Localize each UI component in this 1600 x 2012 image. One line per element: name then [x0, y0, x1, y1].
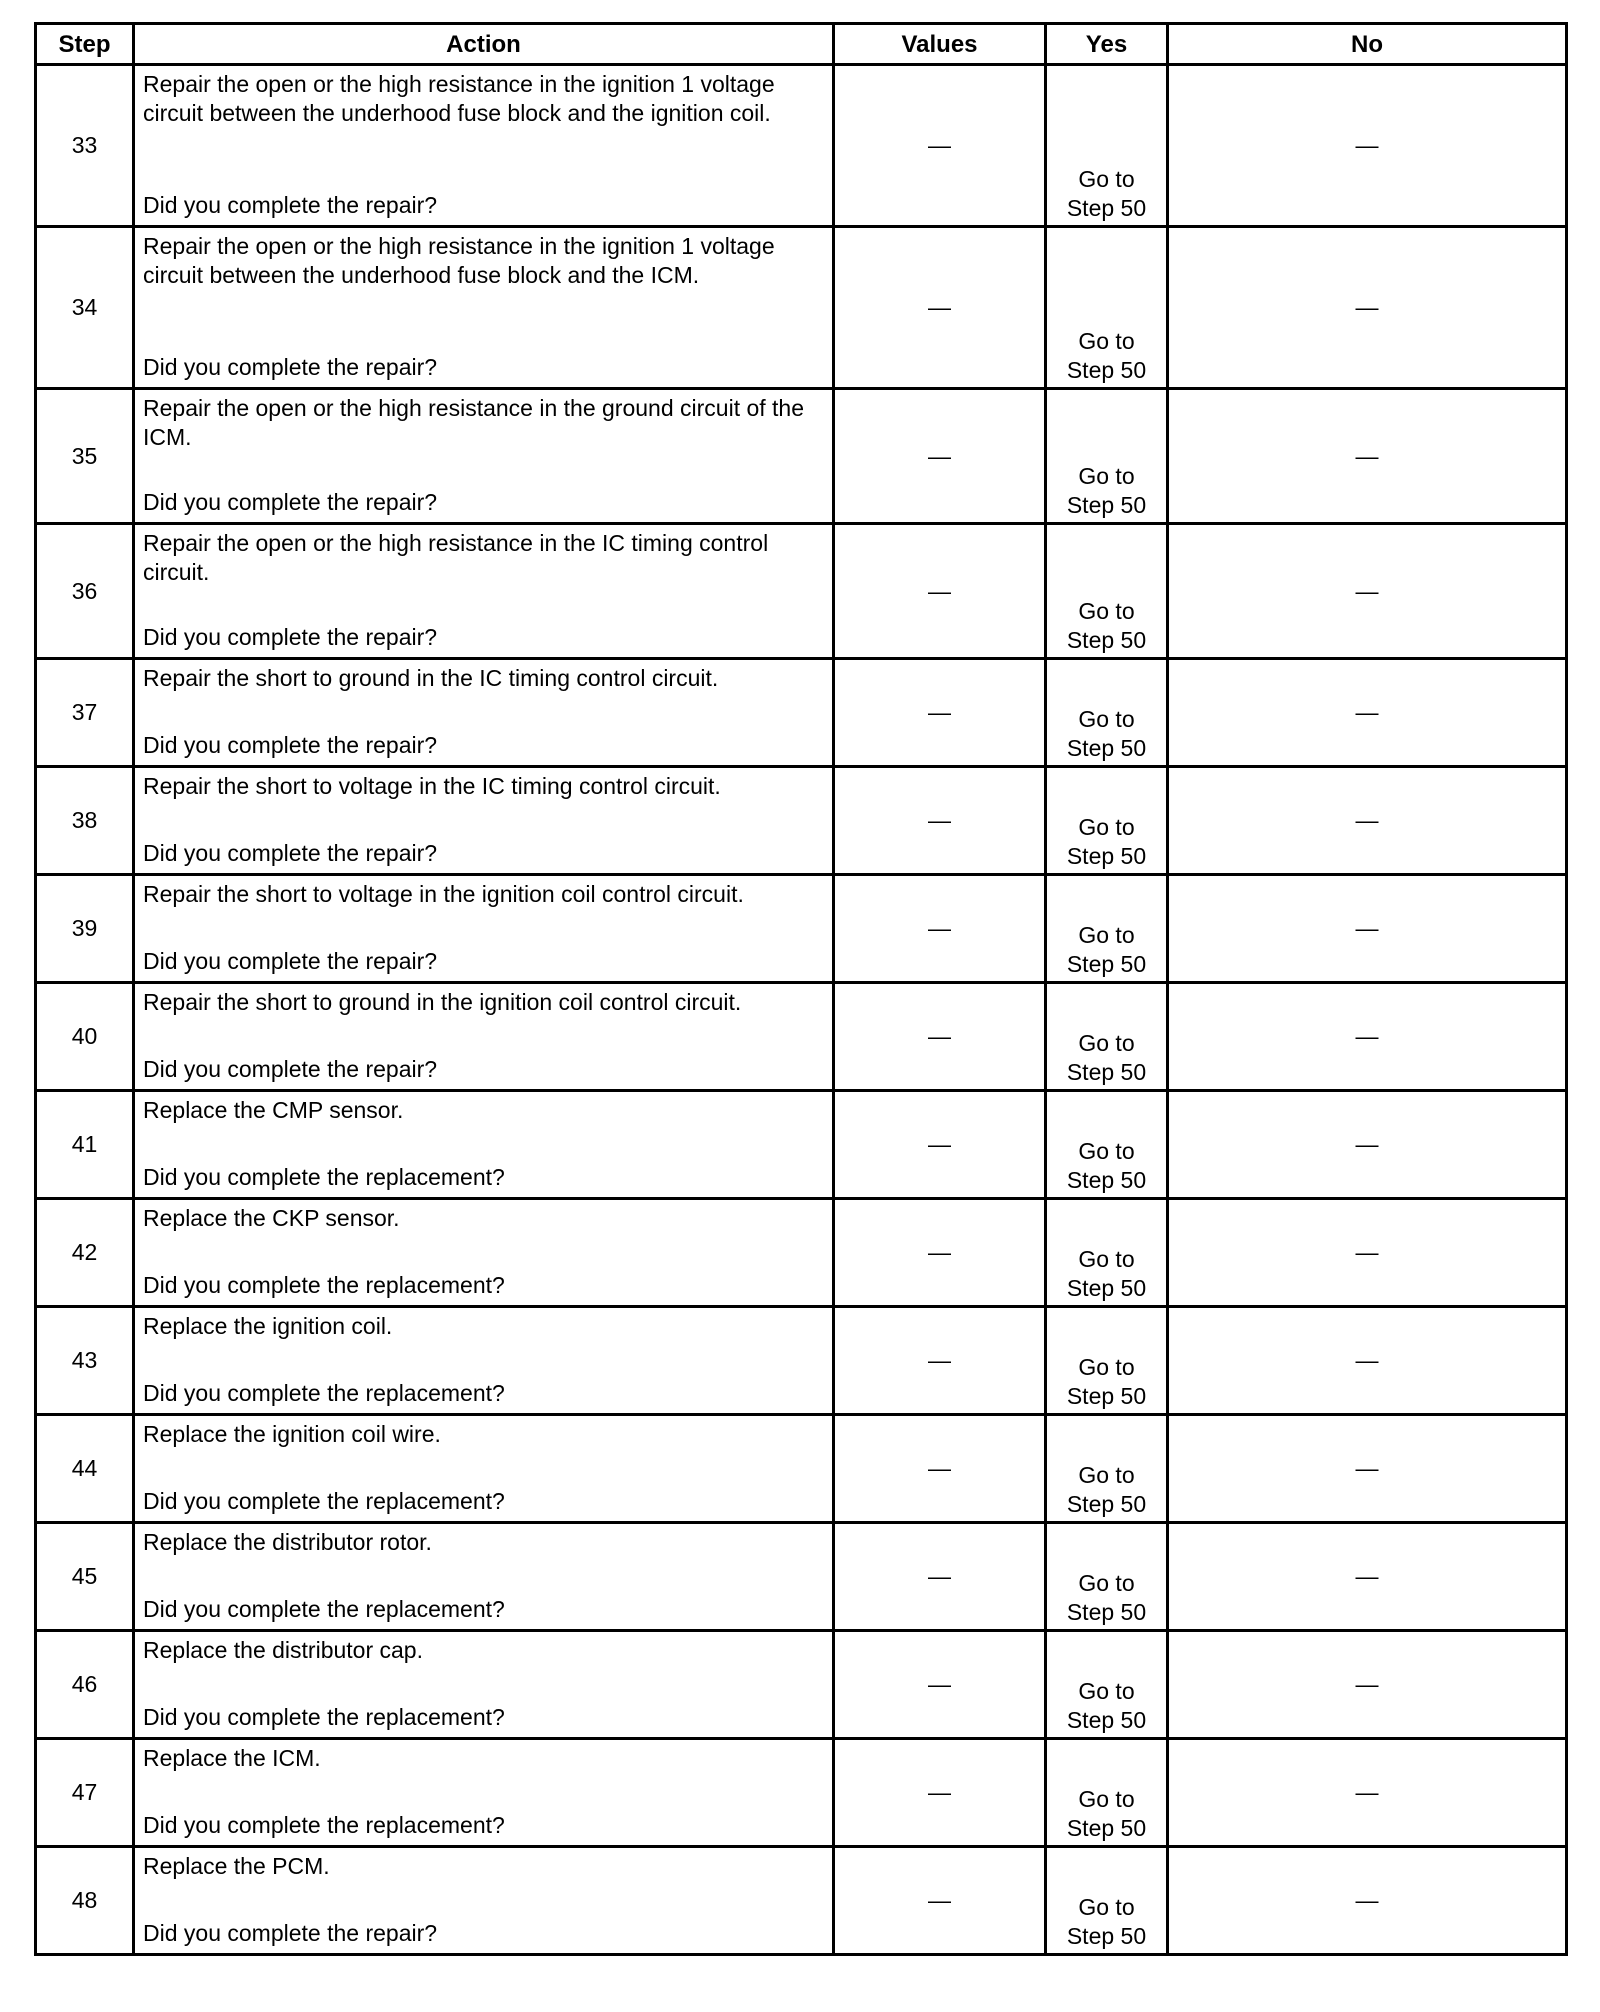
yes-cell [1046, 1307, 1168, 1415]
action-question: Did you complete the repair? [143, 1920, 438, 1946]
step-number [36, 1415, 134, 1523]
action-text: Repair the open or the high resistance in the IC timing control circuit. [143, 530, 769, 585]
values-dash: — [928, 699, 951, 725]
table-row [36, 524, 1567, 659]
values-dash: — [928, 1455, 951, 1481]
yes-cell [1046, 1091, 1168, 1199]
table-row [36, 659, 1567, 767]
no-cell [1168, 1091, 1567, 1199]
yes-cell [1046, 1415, 1168, 1523]
no-cell [1168, 659, 1567, 767]
no-cell [1168, 1523, 1567, 1631]
values-cell [834, 983, 1046, 1091]
values-cell [834, 1523, 1046, 1631]
table-row [36, 983, 1567, 1091]
values-dash: — [928, 442, 951, 469]
yes-goto-text: Go to [1078, 1138, 1135, 1164]
step-number [36, 389, 134, 524]
step-number-text: 47 [71, 1779, 98, 1805]
values-dash: — [928, 1563, 951, 1589]
step-number-text: 34 [71, 294, 98, 320]
yes-step-link[interactable]: Step 50 [1066, 843, 1147, 869]
no-dash: — [1355, 577, 1379, 604]
no-dash: — [1355, 1563, 1379, 1589]
step-number [36, 1307, 134, 1415]
no-cell [1168, 389, 1567, 524]
no-cell [1168, 1739, 1567, 1847]
values-cell [834, 1847, 1046, 1955]
values-cell [834, 1631, 1046, 1739]
no-cell [1168, 227, 1567, 389]
values-cell [834, 767, 1046, 875]
no-cell [1168, 1307, 1567, 1415]
yes-step-link[interactable]: Step 50 [1066, 1923, 1147, 1949]
action-question: Did you complete the repair? [143, 948, 438, 974]
header-no: No [1168, 24, 1567, 65]
table-row [36, 1631, 1567, 1739]
table-row [36, 1307, 1567, 1415]
yes-goto-text: Go to [1078, 1894, 1135, 1920]
step-number [36, 227, 134, 389]
action-cell [134, 65, 834, 227]
action-question: Did you complete the repair? [143, 840, 438, 866]
step-number-text: 45 [71, 1563, 98, 1589]
yes-goto-text: Go to [1078, 1030, 1135, 1056]
yes-goto-text: Go to [1078, 1246, 1135, 1272]
yes-goto-text: Go to [1078, 328, 1135, 354]
step-number [36, 1631, 134, 1739]
yes-goto-text: Go to [1078, 706, 1135, 732]
action-text: Repair the short to ground in the IC timing control circuit. [143, 665, 719, 691]
table-row [36, 65, 1567, 227]
yes-cell [1046, 227, 1168, 389]
header-values: Values [834, 24, 1046, 65]
action-cell [134, 983, 834, 1091]
action-text: Repair the short to voltage in the IC timing control circuit. [143, 773, 721, 799]
header-yes: Yes [1046, 24, 1168, 65]
values-cell [834, 1739, 1046, 1847]
yes-cell [1046, 1523, 1168, 1631]
action-question: Did you complete the repair? [143, 489, 438, 515]
step-number [36, 875, 134, 983]
step-number [36, 767, 134, 875]
yes-goto-text: Go to [1078, 166, 1135, 192]
action-question: Did you complete the repair? [143, 354, 438, 380]
table-row [36, 1847, 1567, 1955]
action-cell [134, 1415, 834, 1523]
step-number [36, 1523, 134, 1631]
action-cell [134, 1847, 834, 1955]
no-cell [1168, 875, 1567, 983]
values-cell [834, 1091, 1046, 1199]
action-question: Did you complete the replacement? [143, 1164, 505, 1190]
values-dash: — [928, 1779, 951, 1805]
yes-cell [1046, 875, 1168, 983]
step-number [36, 1847, 134, 1955]
yes-step-link[interactable]: Step 50 [1066, 1275, 1147, 1301]
action-text: Replace the distributor rotor. [143, 1529, 432, 1555]
yes-cell [1046, 65, 1168, 227]
action-cell [134, 524, 834, 659]
yes-step-link[interactable]: Step 50 [1066, 1599, 1147, 1625]
yes-step-link[interactable]: Step 50 [1066, 1815, 1147, 1841]
yes-step-link[interactable]: Step 50 [1066, 1707, 1147, 1733]
step-number-text: 35 [71, 442, 98, 469]
step-number-text: 38 [71, 807, 98, 833]
no-dash: — [1355, 915, 1379, 941]
action-question: Did you complete the replacement? [143, 1380, 505, 1406]
action-cell [134, 1523, 834, 1631]
values-cell [834, 389, 1046, 524]
table-row [36, 389, 1567, 524]
yes-cell [1046, 1199, 1168, 1307]
yes-goto-text: Go to [1078, 463, 1135, 489]
yes-goto-text: Go to [1078, 1678, 1135, 1704]
step-number-text: 43 [71, 1347, 98, 1373]
action-text: Replace the PCM. [143, 1853, 330, 1879]
yes-step-link[interactable]: Step 50 [1066, 1491, 1147, 1517]
table-header-row [36, 24, 1567, 65]
values-cell [834, 65, 1046, 227]
no-cell [1168, 767, 1567, 875]
yes-goto-text: Go to [1078, 1354, 1135, 1380]
table-row [36, 767, 1567, 875]
table-row [36, 1739, 1567, 1847]
values-dash: — [928, 1131, 951, 1157]
action-text: Replace the ignition coil. [143, 1313, 393, 1339]
action-cell [134, 389, 834, 524]
header-action: Action [134, 24, 834, 65]
values-cell [834, 659, 1046, 767]
no-dash: — [1355, 1347, 1379, 1373]
values-dash: — [928, 1023, 951, 1049]
yes-step-link[interactable]: Step 50 [1066, 1167, 1147, 1193]
yes-goto-text: Go to [1078, 922, 1135, 948]
values-dash: — [928, 1347, 951, 1373]
table-row [36, 227, 1567, 389]
values-cell [834, 524, 1046, 659]
values-cell [834, 1199, 1046, 1307]
values-dash: — [928, 1671, 951, 1697]
diagnostic-table-sheet [34, 22, 1568, 1956]
step-number-text: 37 [71, 699, 98, 725]
values-dash: — [928, 1887, 951, 1913]
yes-cell [1046, 1847, 1168, 1955]
yes-goto-text: Go to [1078, 814, 1135, 840]
yes-cell [1046, 1739, 1168, 1847]
action-text: Repair the open or the high resistance in the ground circuit of the ICM. [143, 395, 805, 450]
values-dash: — [928, 807, 951, 833]
action-question: Did you complete the replacement? [143, 1596, 505, 1622]
no-dash: — [1355, 1887, 1379, 1913]
action-question: Did you complete the repair? [143, 1056, 438, 1082]
action-cell [134, 659, 834, 767]
values-dash: — [928, 915, 951, 941]
action-text: Repair the short to voltage in the ignition coil control circuit. [143, 881, 744, 907]
step-number [36, 524, 134, 659]
step-number-text: 42 [71, 1239, 98, 1265]
action-question: Did you complete the replacement? [143, 1812, 505, 1838]
no-cell [1168, 65, 1567, 227]
step-number-text: 41 [71, 1131, 98, 1157]
values-cell [834, 875, 1046, 983]
no-dash: — [1355, 699, 1379, 725]
values-cell [834, 1415, 1046, 1523]
step-number-text: 36 [71, 577, 98, 604]
table-row [36, 1199, 1567, 1307]
yes-goto-text: Go to [1078, 1570, 1135, 1596]
yes-cell [1046, 389, 1168, 524]
no-dash: — [1355, 442, 1379, 469]
yes-cell [1046, 659, 1168, 767]
table-row [36, 1091, 1567, 1199]
values-dash: — [928, 294, 951, 320]
no-dash: — [1355, 1671, 1379, 1697]
step-number-text: 46 [71, 1671, 98, 1697]
action-text: Replace the ICM. [143, 1745, 321, 1771]
no-dash: — [1355, 294, 1379, 320]
yes-step-link[interactable]: Step 50 [1066, 627, 1147, 653]
step-number-text: 48 [71, 1887, 98, 1913]
step-number [36, 659, 134, 767]
step-number-text: 39 [71, 915, 98, 941]
yes-step-link[interactable]: Step 50 [1066, 951, 1147, 977]
no-dash: — [1355, 1779, 1379, 1805]
action-text: Repair the open or the high resistance in the ignition 1 voltage circuit between the underhood fuse block and the ignition coil. [143, 71, 775, 126]
action-cell [134, 767, 834, 875]
step-number [36, 1199, 134, 1307]
header-step: Step [36, 24, 134, 65]
no-cell [1168, 524, 1567, 659]
step-number-text: 33 [71, 132, 98, 158]
action-text: Replace the CMP sensor. [143, 1097, 404, 1123]
diagnostic-table [34, 22, 1568, 1956]
action-cell [134, 1739, 834, 1847]
yes-goto-text: Go to [1078, 598, 1135, 624]
yes-step-link[interactable]: Step 50 [1066, 357, 1147, 383]
action-cell [134, 1199, 834, 1307]
yes-cell [1046, 983, 1168, 1091]
yes-step-link[interactable]: Step 50 [1066, 1059, 1147, 1085]
action-cell [134, 1091, 834, 1199]
action-text: Replace the distributor cap. [143, 1637, 423, 1663]
no-dash: — [1355, 1131, 1379, 1157]
action-cell [134, 875, 834, 983]
values-dash: — [928, 1239, 951, 1265]
table-row [36, 1415, 1567, 1523]
yes-step-link[interactable]: Step 50 [1066, 735, 1147, 761]
yes-cell [1046, 1631, 1168, 1739]
values-dash: — [928, 577, 951, 604]
action-cell [134, 1631, 834, 1739]
action-cell [134, 227, 834, 389]
action-text: Replace the CKP sensor. [143, 1205, 400, 1231]
table-body [36, 65, 1567, 1955]
action-question: Did you complete the replacement? [143, 1704, 505, 1730]
step-number [36, 65, 134, 227]
action-text: Repair the short to ground in the ignition coil control circuit. [143, 989, 742, 1015]
yes-step-link[interactable]: Step 50 [1066, 195, 1147, 221]
values-cell [834, 1307, 1046, 1415]
step-number [36, 1739, 134, 1847]
action-text: Replace the ignition coil wire. [143, 1421, 441, 1447]
action-text: Repair the open or the high resistance in the ignition 1 voltage circuit between the underhood fuse block and the ICM. [143, 233, 775, 288]
step-number [36, 1091, 134, 1199]
step-number [36, 983, 134, 1091]
table-row [36, 1523, 1567, 1631]
no-cell [1168, 983, 1567, 1091]
yes-goto-text: Go to [1078, 1462, 1135, 1488]
no-dash: — [1355, 132, 1379, 158]
action-question: Did you complete the repair? [143, 732, 438, 758]
action-cell [134, 1307, 834, 1415]
action-question: Did you complete the replacement? [143, 1272, 505, 1298]
action-question: Did you complete the repair? [143, 192, 438, 218]
no-cell [1168, 1199, 1567, 1307]
no-dash: — [1355, 1455, 1379, 1481]
action-question: Did you complete the replacement? [143, 1488, 505, 1514]
yes-step-link[interactable]: Step 50 [1066, 492, 1147, 518]
no-dash: — [1355, 1023, 1379, 1049]
action-question: Did you complete the repair? [143, 624, 438, 650]
no-cell [1168, 1415, 1567, 1523]
yes-goto-text: Go to [1078, 1786, 1135, 1812]
step-number-text: 44 [71, 1455, 98, 1481]
step-number-text: 40 [71, 1023, 98, 1049]
no-cell [1168, 1847, 1567, 1955]
table-row [36, 875, 1567, 983]
values-dash: — [928, 132, 951, 158]
values-cell [834, 227, 1046, 389]
no-dash: — [1355, 807, 1379, 833]
no-dash: — [1355, 1239, 1379, 1265]
no-cell [1168, 1631, 1567, 1739]
yes-cell [1046, 524, 1168, 659]
yes-cell [1046, 767, 1168, 875]
yes-step-link[interactable]: Step 50 [1066, 1383, 1147, 1409]
